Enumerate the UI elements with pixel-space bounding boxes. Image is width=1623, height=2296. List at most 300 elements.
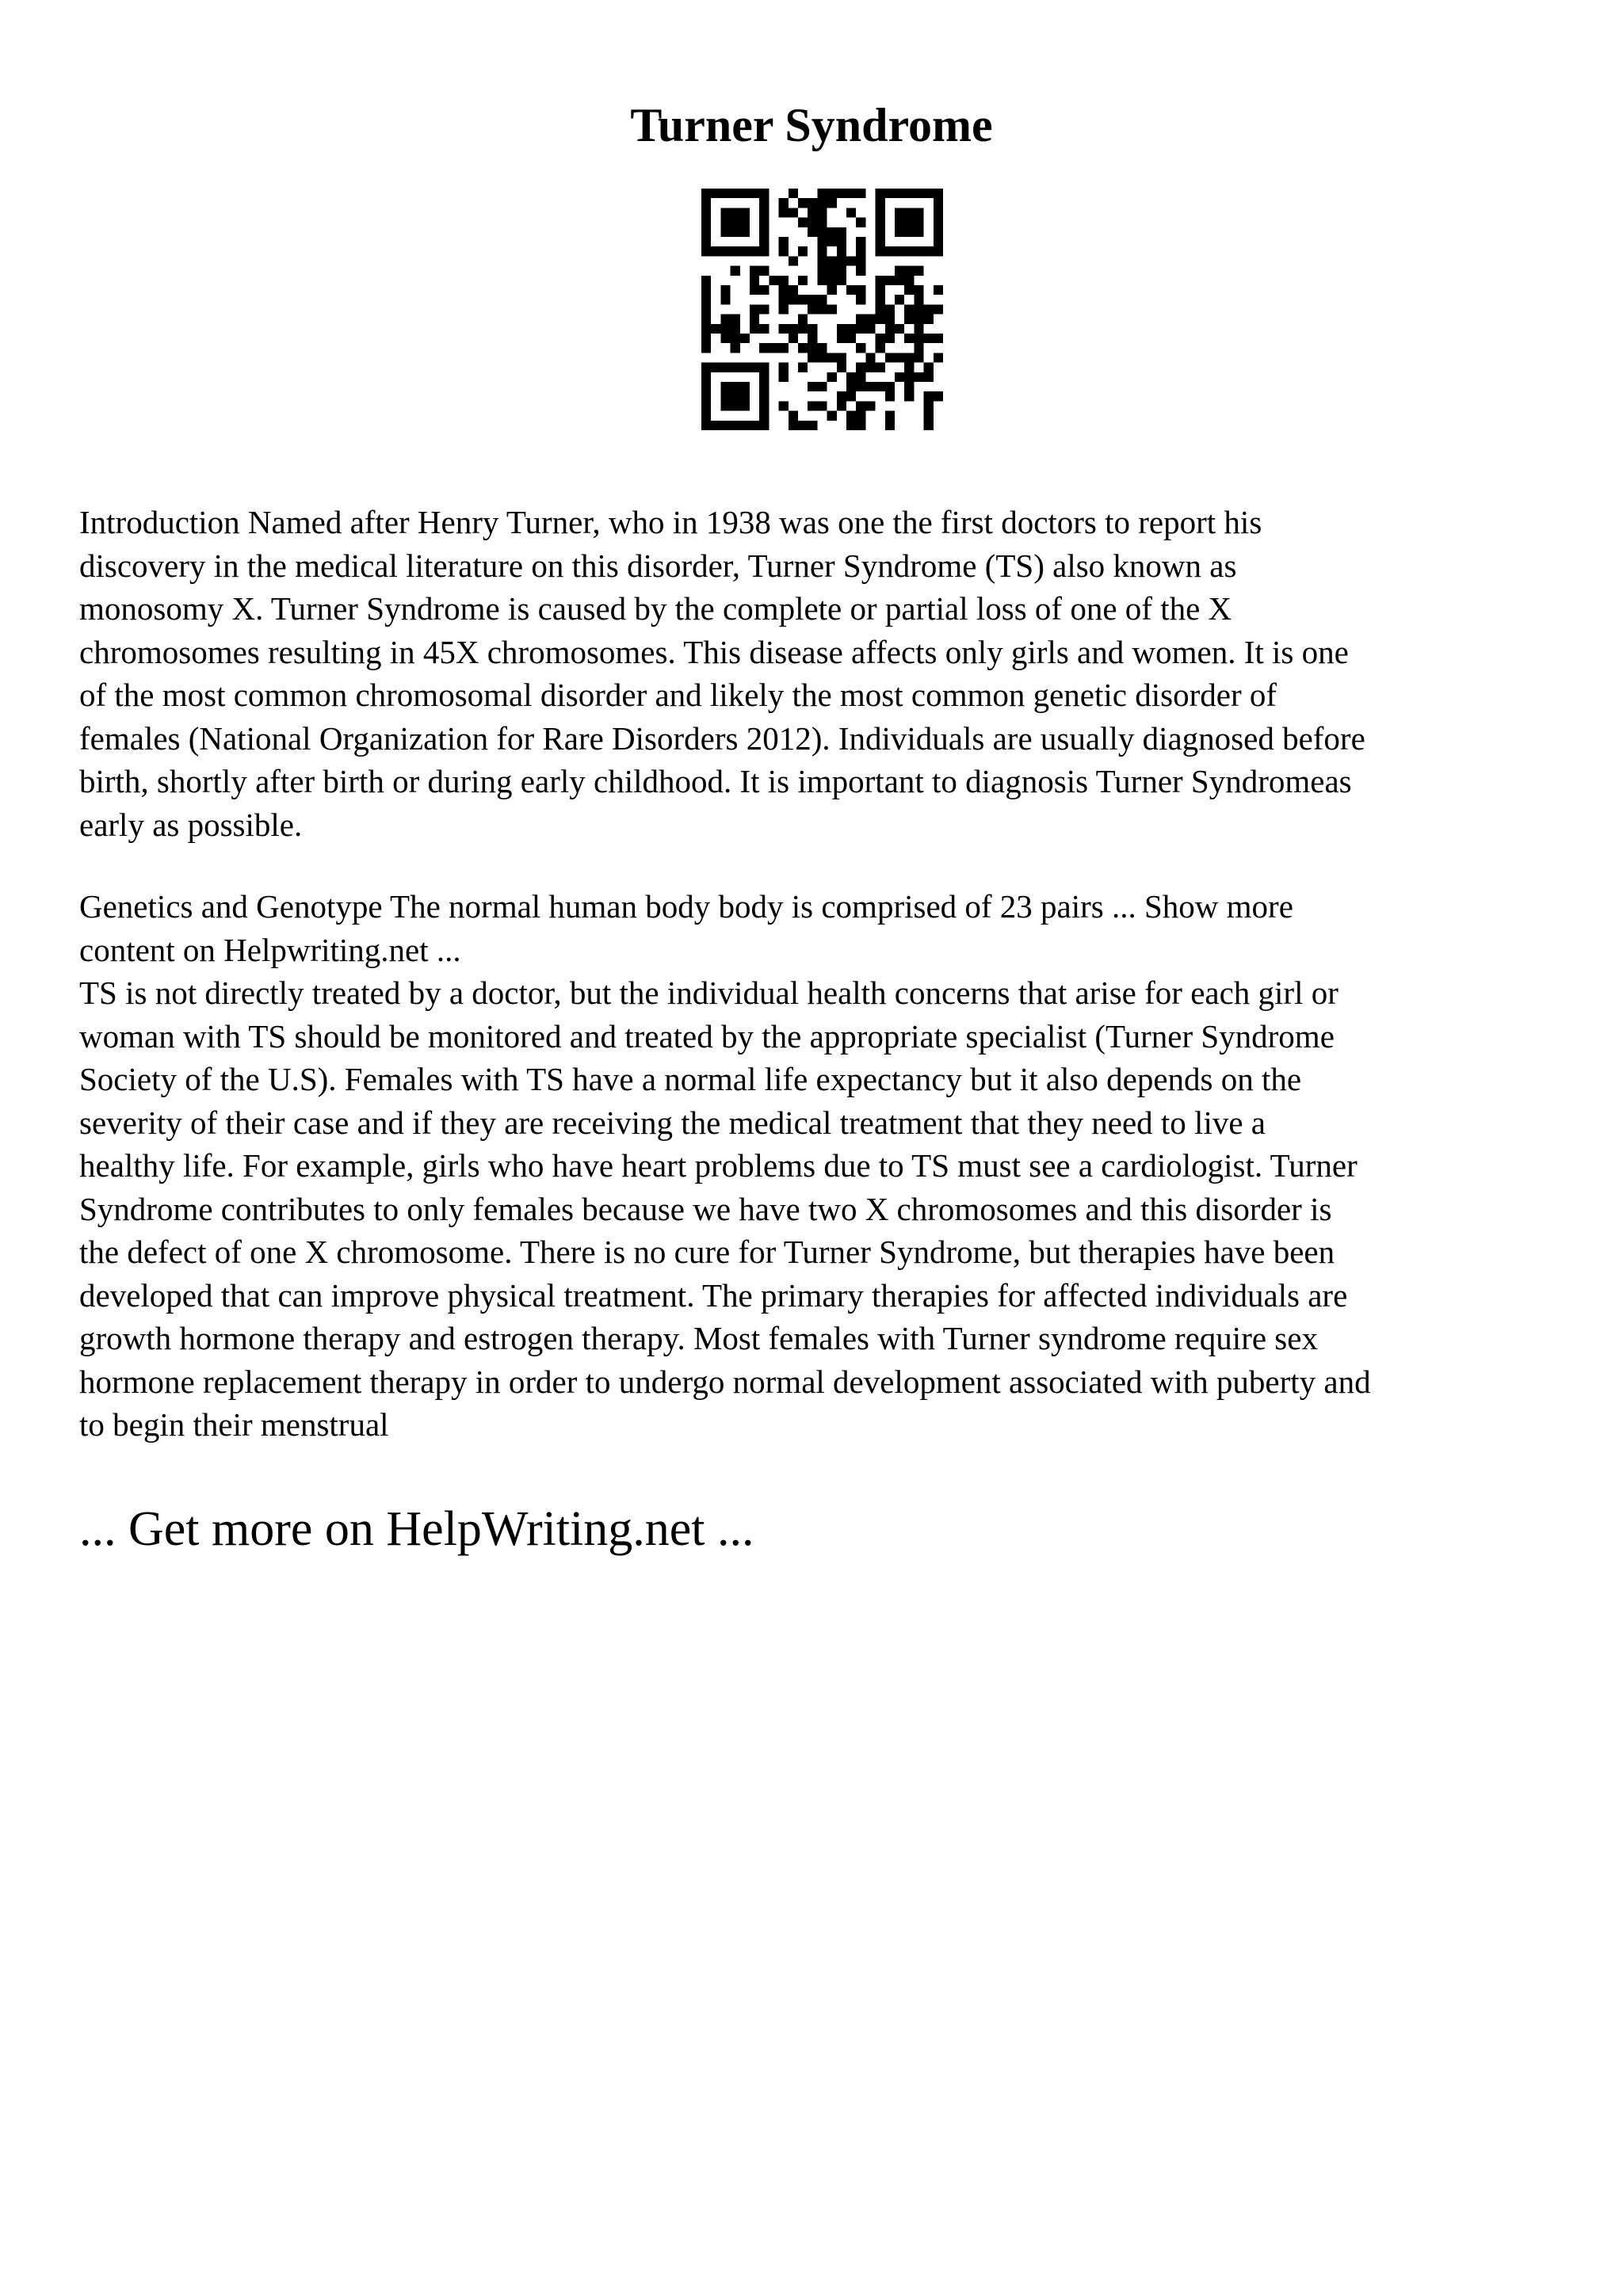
qr-module (750, 304, 759, 314)
qr-module (837, 401, 846, 410)
qr-module (914, 295, 923, 304)
qr-module (885, 411, 895, 421)
qr-module (856, 324, 865, 334)
qr-module (731, 324, 740, 334)
qr-module (817, 304, 827, 314)
qr-module (731, 315, 740, 324)
qr-module (817, 295, 827, 304)
qr-module (885, 315, 895, 324)
qr-module (904, 285, 914, 295)
qr-module (827, 189, 837, 198)
qr-module (846, 391, 856, 401)
qr-module (856, 421, 865, 430)
qr-module (856, 218, 865, 227)
qr-module (895, 276, 904, 285)
qr-module (701, 363, 711, 372)
qr-module (817, 353, 827, 362)
qr-module (798, 218, 808, 227)
qr-module (759, 304, 769, 314)
qr-module (924, 391, 934, 401)
qr-module (856, 411, 865, 421)
qr-module (885, 324, 895, 334)
qr-module (701, 208, 711, 217)
qr-module (885, 246, 895, 256)
qr-module (740, 391, 750, 401)
qr-module (914, 334, 923, 343)
qr-module (837, 276, 846, 285)
qr-module (731, 391, 740, 401)
qr-module (779, 237, 789, 246)
qr-module (904, 304, 914, 314)
qr-module (856, 343, 865, 353)
qr-module (827, 353, 837, 362)
qr-module (856, 372, 865, 382)
qr-module (731, 343, 740, 353)
qr-module (934, 353, 943, 362)
get-more-link[interactable]: ... Get more on HelpWriting.net ... (79, 1502, 754, 1556)
qr-module (720, 363, 730, 372)
qr-module (876, 237, 885, 246)
qr-module (701, 411, 711, 421)
qr-module (846, 256, 856, 265)
qr-module (720, 189, 730, 198)
qr-module (750, 266, 759, 276)
qr-module (711, 363, 720, 372)
qr-module (837, 334, 846, 343)
qr-module (779, 363, 789, 372)
qr-module (759, 372, 769, 382)
qr-module (904, 276, 914, 285)
qr-module (731, 334, 740, 343)
qr-module (885, 334, 895, 343)
qr-module (817, 382, 827, 391)
qr-module (759, 411, 769, 421)
qr-module (759, 227, 769, 237)
qr-module (914, 343, 923, 353)
qr-module (808, 218, 817, 227)
qr-module (779, 295, 789, 304)
qr-module (701, 227, 711, 237)
qr-module (876, 285, 885, 295)
qr-module (876, 276, 885, 285)
qr-module (720, 315, 730, 324)
qr-module (759, 198, 769, 208)
qr-module (731, 382, 740, 391)
qr-module (720, 391, 730, 401)
qr-module (798, 295, 808, 304)
qr-module (924, 411, 934, 421)
qr-module (750, 276, 759, 285)
qr-module (904, 353, 914, 362)
qr-module (808, 401, 817, 410)
qr-module (759, 363, 769, 372)
qr-module (720, 421, 730, 430)
qr-module (904, 266, 914, 276)
qr-module (740, 363, 750, 372)
qr-module (924, 421, 934, 430)
qr-module (846, 382, 856, 391)
qr-module (827, 285, 837, 295)
qr-code[interactable] (701, 189, 943, 430)
qr-module (914, 304, 923, 314)
qr-module (701, 324, 711, 334)
qr-module (808, 382, 817, 391)
qr-module (837, 256, 846, 265)
qr-module (827, 256, 837, 265)
qr-module (837, 391, 846, 401)
qr-module (846, 334, 856, 343)
qr-module (924, 246, 934, 256)
qr-module (701, 285, 711, 295)
qr-module (895, 324, 904, 334)
qr-module (759, 401, 769, 410)
qr-module (846, 421, 856, 430)
qr-module (731, 246, 740, 256)
qr-module (856, 256, 865, 265)
qr-module (789, 208, 798, 217)
qr-module (731, 218, 740, 227)
qr-module (914, 218, 923, 227)
qr-module (798, 246, 808, 256)
paragraph-treatment: TS is not directly treated by a doctor, but the individual health concerns that arise for each girl or woman with TS should be monitored and treated by the appropriate specialist (Turner Syndrome Society of the U.S). Females with TS have a normal life expectancy but it also depends on the severity of their case and if they are receiving the medical treatment that they need to live a healthy life. For example, girls who have heart problems due to TS must see a cardiologist. Turner Syndrome contributes to only females because we have two X chromosomes and this disorder is the defect of one X chromosome. There is no cure for Turner Syndrome, but therapies have been developed that can improve physical treatment. The primary therapies for affected individuals are growth hormone therapy and estrogen therapy. Most females with Turner syndrome require sex hormone replacement therapy in order to undergo normal development associated with puberty and to begin their menstrual (79, 974, 1371, 1443)
qr-module (934, 285, 943, 295)
qr-module (759, 343, 769, 353)
qr-module (934, 227, 943, 237)
qr-module (876, 304, 885, 314)
qr-module (914, 227, 923, 237)
qr-module (769, 276, 778, 285)
qr-module (876, 218, 885, 227)
qr-module (740, 382, 750, 391)
qr-module (798, 276, 808, 285)
qr-module (827, 372, 837, 382)
qr-module (904, 363, 914, 372)
qr-module (865, 324, 875, 334)
qr-module (885, 353, 895, 362)
qr-module (701, 218, 711, 227)
qr-module (701, 276, 711, 285)
qr-module (876, 198, 885, 208)
qr-module (895, 218, 904, 227)
qr-module (740, 334, 750, 343)
qr-module (759, 391, 769, 401)
qr-module (769, 343, 778, 353)
qr-module (876, 363, 885, 372)
qr-module (759, 266, 769, 276)
qr-module (779, 198, 789, 208)
qr-module (924, 334, 934, 343)
qr-module (817, 266, 827, 276)
qr-module (711, 189, 720, 198)
qr-module (934, 189, 943, 198)
qr-module (817, 401, 827, 410)
qr-module (808, 208, 817, 217)
qr-module (701, 372, 711, 382)
qr-module (750, 246, 759, 256)
qr-module (759, 382, 769, 391)
qr-module (701, 304, 711, 314)
qr-module (846, 285, 856, 295)
qr-module (750, 315, 759, 324)
qr-module (904, 334, 914, 343)
qr-module (876, 189, 885, 198)
qr-module (808, 295, 817, 304)
qr-module (934, 218, 943, 227)
qr-module (740, 227, 750, 237)
qr-module (876, 315, 885, 324)
qr-module (701, 334, 711, 343)
qr-module (876, 295, 885, 304)
qr-module (885, 276, 895, 285)
qr-module (846, 372, 856, 382)
qr-module (817, 189, 827, 198)
qr-module (856, 285, 865, 295)
qr-module (876, 208, 885, 217)
qr-module (856, 382, 865, 391)
qr-module (856, 266, 865, 276)
qr-module (895, 208, 904, 217)
qr-module (798, 324, 808, 334)
qr-module (750, 363, 759, 372)
qr-module (731, 363, 740, 372)
qr-module (827, 227, 837, 237)
qr-module (876, 334, 885, 343)
qr-module (865, 401, 875, 410)
qr-module (779, 324, 789, 334)
qr-module (924, 401, 934, 410)
qr-module (798, 343, 808, 353)
qr-module (895, 295, 904, 304)
qr-module (856, 363, 865, 372)
qr-module (837, 189, 846, 198)
qr-module (759, 208, 769, 217)
qr-module (798, 421, 808, 430)
qr-module (817, 256, 827, 265)
qr-module (789, 285, 798, 295)
qr-module (934, 246, 943, 256)
qr-module (924, 189, 934, 198)
qr-module (701, 315, 711, 324)
qr-module (837, 246, 846, 256)
qr-module (740, 421, 750, 430)
qr-module (914, 353, 923, 362)
qr-module (876, 227, 885, 237)
qr-module (720, 334, 730, 343)
qr-module (827, 276, 837, 285)
qr-module (740, 208, 750, 217)
qr-module (817, 208, 827, 217)
qr-module (837, 353, 846, 362)
qr-module (827, 237, 837, 246)
qr-module (701, 295, 711, 304)
qr-module (837, 227, 846, 237)
qr-module (750, 324, 759, 334)
qr-module (779, 304, 789, 314)
qr-module (856, 315, 865, 324)
qr-module (701, 189, 711, 198)
qr-module (779, 208, 789, 217)
qr-module (789, 411, 798, 421)
qr-module (779, 276, 789, 285)
qr-module (904, 391, 914, 401)
qr-module (740, 401, 750, 410)
qr-module (779, 246, 789, 256)
qr-module (740, 189, 750, 198)
qr-module (720, 208, 730, 217)
qr-module (789, 189, 798, 198)
qr-module (759, 285, 769, 295)
qr-module (895, 353, 904, 362)
qr-module (720, 324, 730, 334)
qr-module (711, 324, 720, 334)
qr-module (895, 372, 904, 382)
qr-module (808, 421, 817, 430)
qr-module (701, 421, 711, 430)
qr-module (885, 382, 895, 391)
qr-module (856, 246, 865, 256)
qr-module (865, 382, 875, 391)
qr-module (827, 266, 837, 276)
qr-module (837, 363, 846, 372)
qr-module (934, 334, 943, 343)
qr-module (914, 285, 923, 295)
qr-module (914, 324, 923, 334)
qr-module (885, 391, 895, 401)
qr-module (789, 421, 798, 430)
qr-module (934, 304, 943, 314)
qr-module (846, 324, 856, 334)
qr-module (720, 285, 730, 295)
qr-module (924, 372, 934, 382)
qr-module (837, 324, 846, 334)
qr-module (789, 334, 798, 343)
qr-module (817, 343, 827, 353)
qr-module (808, 198, 817, 208)
qr-module (924, 363, 934, 372)
qr-module (904, 246, 914, 256)
paragraph-genetics: Genetics and Genotype The normal human body body is comprised of 23 pairs ... Show more content on Helpwriting.net ... (79, 888, 1293, 968)
qr-module (711, 246, 720, 256)
qr-module (914, 372, 923, 382)
qr-module (914, 246, 923, 256)
qr-module (817, 276, 827, 285)
qr-module (779, 401, 789, 410)
qr-module (885, 421, 895, 430)
qr-module (895, 189, 904, 198)
qr-module (817, 237, 827, 246)
qr-module (865, 363, 875, 372)
qr-module (740, 246, 750, 256)
qr-module (798, 315, 808, 324)
qr-module (904, 372, 914, 382)
qr-module (817, 246, 827, 256)
qr-module (856, 237, 865, 246)
qr-module (885, 189, 895, 198)
qr-module (808, 334, 817, 343)
qr-module (846, 189, 856, 198)
qr-module (846, 208, 856, 217)
qr-module (924, 315, 934, 324)
qr-module (711, 421, 720, 430)
qr-module (808, 324, 817, 334)
qr-module (779, 285, 789, 295)
qr-module (798, 198, 808, 208)
qr-module (759, 246, 769, 256)
qr-module (720, 382, 730, 391)
qr-module (876, 382, 885, 391)
qr-module (914, 189, 923, 198)
qr-code-graphic (701, 189, 943, 430)
qr-module (856, 295, 865, 304)
qr-module (924, 304, 934, 314)
qr-module (720, 246, 730, 256)
qr-module (731, 401, 740, 410)
qr-module (701, 237, 711, 246)
qr-module (701, 401, 711, 410)
qr-module (779, 372, 789, 382)
qr-module (779, 343, 789, 353)
qr-module (740, 218, 750, 227)
qr-module (827, 198, 837, 208)
qr-module (934, 237, 943, 246)
qr-module (895, 227, 904, 237)
qr-module (759, 237, 769, 246)
qr-module (837, 237, 846, 246)
qr-module (885, 304, 895, 314)
qr-module (759, 189, 769, 198)
qr-module (789, 295, 798, 304)
qr-module (759, 218, 769, 227)
qr-module (865, 353, 875, 362)
qr-module (817, 198, 827, 208)
qr-module (720, 401, 730, 410)
qr-module (731, 208, 740, 217)
qr-module (914, 266, 923, 276)
qr-module (856, 189, 865, 198)
qr-module (731, 189, 740, 198)
paragraph-introduction: Introduction Named after Henry Turner, who in 1938 was one the first doctors to report his discovery in the medical literature on this disorder, Turner Syndrome (TS) also known as monosomy X. Turner Syndrome is caused by the complete or partial loss of one of the X chromosomes resulting in 45X chromosomes. This disease affects only girls and women. It is one of the most common chromosomal disorder and likely the most common genetic disorder of females (National Organization for Rare Disorders 2012). Individuals are usually diagnosed before birth, shortly after birth or during early childhood. It is important to diagnosis Turner Syndromeas early as possible. (79, 504, 1365, 843)
qr-module (904, 315, 914, 324)
qr-module (789, 324, 798, 334)
qr-module (846, 411, 856, 421)
qr-module (934, 391, 943, 401)
qr-module (934, 198, 943, 208)
qr-module (914, 208, 923, 217)
qr-module (808, 227, 817, 237)
qr-module (750, 421, 759, 430)
qr-module (720, 295, 730, 304)
qr-module (701, 391, 711, 401)
qr-module (865, 315, 875, 324)
qr-module (856, 401, 865, 410)
qr-module (701, 343, 711, 353)
qr-module (759, 324, 769, 334)
qr-module (904, 189, 914, 198)
qr-module (720, 218, 730, 227)
qr-module (904, 382, 914, 391)
qr-module (731, 421, 740, 430)
qr-module (701, 382, 711, 391)
qr-module (808, 353, 817, 362)
qr-module (914, 315, 923, 324)
qr-module (904, 218, 914, 227)
qr-module (720, 227, 730, 237)
qr-module (759, 421, 769, 430)
qr-module (895, 266, 904, 276)
qr-module (827, 411, 837, 421)
qr-module (750, 189, 759, 198)
qr-module (731, 227, 740, 237)
